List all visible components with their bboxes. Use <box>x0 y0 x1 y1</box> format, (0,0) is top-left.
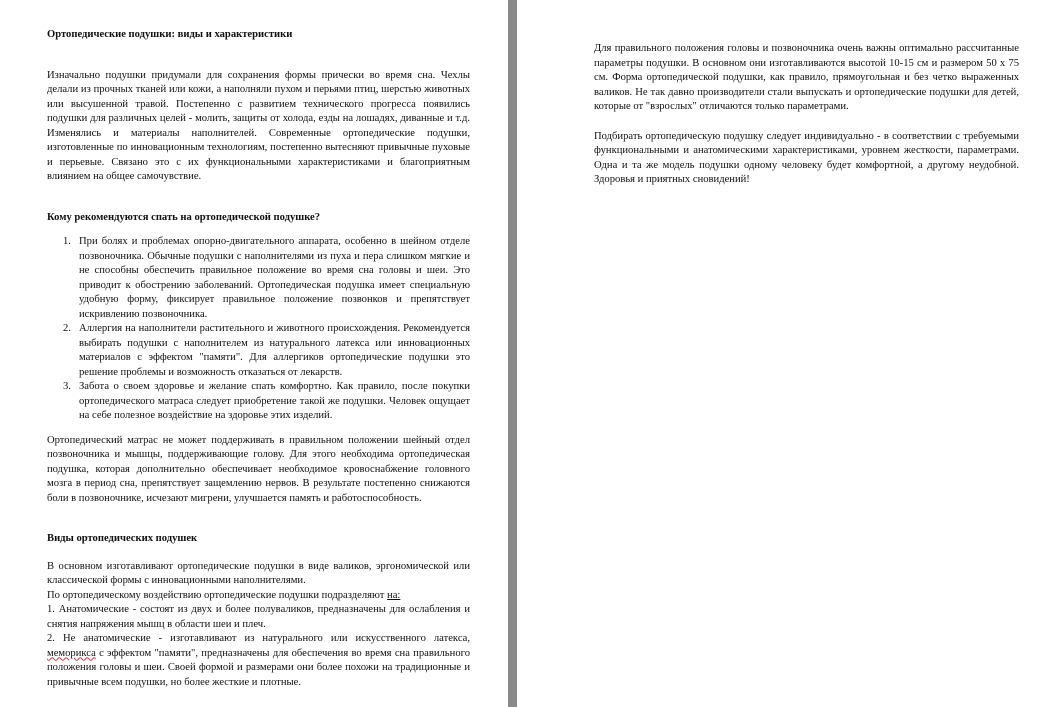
types-paragraph: В основном изготавливают ортопедические подушки в виде валиков, эргономической или классической формы с инновационными наполнителями. <box>47 560 470 586</box>
spellcheck-word[interactable]: меморикса <box>47 647 96 659</box>
recommend-list <box>47 235 470 424</box>
types-item-non-anatomical: 2. Не анатомические - изготавливают из натурального или искусственного латекса, меморикса с эффектом "памяти", предназначены для обеспечения во время сна правильного положения головы и шеи. Своей формой и размерами они более похожи на традиционные и привычные всем подушки, но более жесткие и плотные. <box>47 633 470 688</box>
types-subdivision: По ортопедическому воздействию ортопедические подушки подразделяют на: <box>47 589 401 601</box>
parameters-paragraph: Для правильного положения головы и позвоночника очень важны оптимально рассчитанные параметры подушки. В основном они изготавливаются высотой 10-15 см и размером 50 х 75 см. Форма ортопедической подушки, как правило, прямоугольная и без четко выраженных валиков. Не так давно производители стали выпускать и ортопедические подушки для детей, которые от "взрослых" отличаются только параметрами. <box>594 43 1019 112</box>
document-title: Ортопедические подушки: виды и характеристики <box>47 29 293 40</box>
intro-paragraph: Изначально подушки придумали для сохранения формы прически во время сна. Чехлы делали из прочных тканей или кожи, а наполняли пухом и перьями птиц, шерстью животных или высушенной травой. Постепенно с развитием технического прогресса появились подушки для различных целей - молить, защиты от холода, езды на лошадях, диванные и т.д. Изменялись и материалы наполнителей. Современные ортопедические подушки, изготовленные по инновационным технологиям, постепенно вытесняют привычные пуховые и перьевые. Связано это с их функциональными характеристиками и благоприятным влиянием на общее самочувствие. <box>47 69 470 182</box>
selection-paragraph: Подбирать ортопедическую подушку следует индивидуально - в соответствии с требуемыми функциональными и анатомическими характеристиками, уровнем жесткости, параметрами. Одна и та же модель подушки одному человеку будет комфортной, а другому неудобной. Здоровья и приятных сновидений! <box>594 130 1019 185</box>
document-page-right <box>517 0 1049 707</box>
recommend-heading: Кому рекомендуются спать на ортопедической подушке? <box>47 211 321 223</box>
types-item-anatomical: 1. Анатомические - состоят из двух и более полувaликов, предназначены для ослабления и снятия напряжения мышц в области шеи и плеч. <box>47 604 470 630</box>
types-heading: Виды ортопедических подушек <box>47 533 198 544</box>
list-item: 1. При болях и проблемах опорно-двигательного аппарата, особенно в шейном отделе позвоночника. Обычные подушки с наполнителями из пуха и пера слишком мягкие и не способны обеспечить правильное положение во время сна головы и шеи. Это приводит к обострению заболеваний. Ортопедическая подушка имеет специальную удобную форму, фиксирует правильное положение позвонков и препятствует искривлению позвоночника. <box>63 236 470 320</box>
document-page-left <box>0 0 508 707</box>
list-item: 2. Аллергия на наполнители растительного и животного происхождения. Рекомендуется выбирать подушки с наполнителем из натурального латекса или инновационных материалов с эффектом "памяти". Для аллергиков ортопедические подушки это решение проблемы и возможность отказаться от лекарств. <box>63 323 470 378</box>
list-item: 3. Забота о своем здоровье и желание спать комфортно. Как правило, после покупки ортопедического матраса следует приобретение такой же подушки. Человек ощущает на себе полезное воздействие на здоровье этих изделий. <box>63 381 470 421</box>
mattress-paragraph: Ортопедический матрас не может поддерживать в правильном положении шейный отдел позвоночника и мышцы, поддерживающие голову. Для этого необходима ортопедическая подушка, которая дополнительно обеспечивает необходимое кровоснабжение головного мозга в период сна, препятствует защемлению нервов. В результате постепенно снижаются боли в позвоночнике, исчезают мигрени, улучшается память и работоспособность. <box>47 434 470 504</box>
page-gutter <box>508 0 517 707</box>
